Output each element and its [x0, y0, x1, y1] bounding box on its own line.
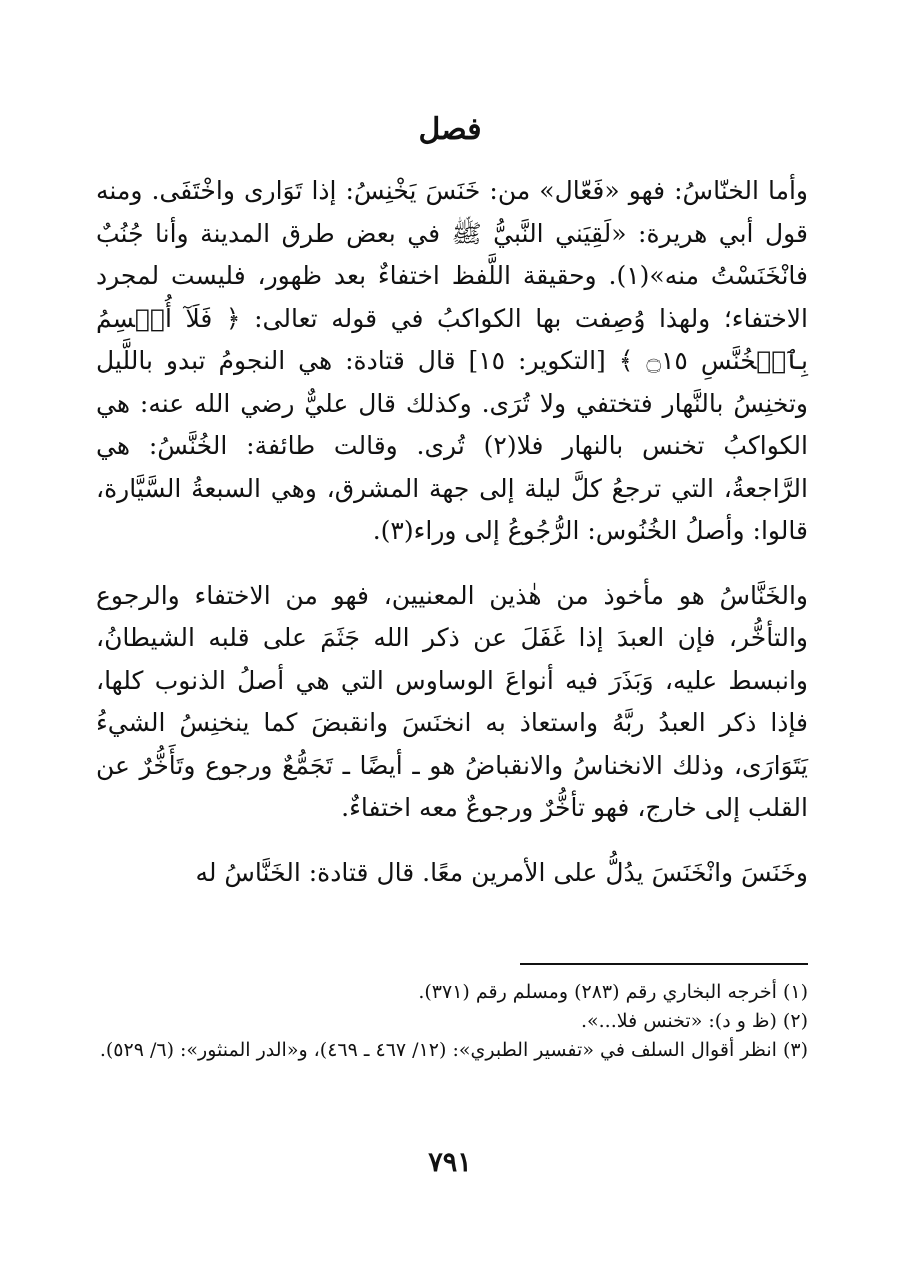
footnote-separator — [520, 963, 808, 965]
paragraph-1: وأما الخنّاسُ: فهو «فَعّال» من: خَنَسَ يَخْنِسُ: إذا تَوَارى واخْتَفَى. ومنه قول أبي هريرة: «لَقِيَني النَّبيُّ ﷺ في بعض طرق المدينة وأنا جُنُبٌ فانْخَنَسْتُ منه»(١). وحقيقة اللَّفظ اختفاءٌ بعد ظهور، فليست لمجرد الاختفاء؛ ولهذا وُصِفت بها الكواكبُ في قوله تعالى: ﴿ فَلَآ أُقۡسِمُ بِٱلۡخُنَّسِ ۝١٥ ﴾ [التكوير: ١٥] قال قتادة: هي النجومُ تبدو باللَّيل وتخنِسُ بالنَّهار فتختفي ولا تُرَى. وكذلك قال عليٌّ رضي الله عنه: هي الكواكبُ تخنس بالنهار فلا(٢) تُرى. وقالت طائفة: الخُنَّسُ: هي الرَّاجعةُ، التي ترجعُ كلَّ ليلة إلى جهة المشرق، وهي السبعةُ السَّيَّارة، قالوا: وأصلُ الخُنُوس: الرُّجُوعُ إلى وراء(٣). — [96, 176, 808, 545]
main-text — [96, 170, 808, 894]
paragraph-2: والخَنَّاسُ هو مأخوذ من هٰذين المعنيين، فهو من الاختفاء والرجوع والتأخُّر، فإن العبدَ إذا غَفَلَ عن ذكر الله جَثَمَ على قلبه الشيطانُ، وانبسط عليه، وَبَذَرَ فيه أنواعَ الوساوس التي هي أصلُ الذنوب كلها، فإذا ذكر العبدُ ربَّهُ واستعاذ به انخنَسَ وانقبضَ كما ينخنِسُ الشيءُ يَتَوَارَى، وذلك الانخناسُ والانقباضُ هو ـ أيضًا ـ تَجَمُّعٌ ورجوع وتَأَخُّرٌ عن القلب إلى خارج، فهو تأخُّرٌ ورجوعٌ معه اختفاءٌ. — [96, 580, 808, 822]
paragraph-3: وخَنَسَ وانْخَنَسَ يدُلُّ على الأمرين معًا. قال قتادة: الخَنَّاسُ له — [195, 857, 808, 887]
footnote-3: (٣) انظر أقوال السلف في «تفسير الطبري»: (١٢/ ٤٦٧ ـ ٤٦٩)، و«الدر المنثور»: (٦/ ٥٢٩). — [99, 1039, 808, 1061]
page-number: ٧٩١ — [428, 1147, 472, 1178]
footnote-1: (١) أخرجه البخاري رقم (٢٨٣) ومسلم رقم (٣٧١). — [418, 981, 808, 1003]
section-heading: فصل — [418, 112, 482, 147]
footnotes — [96, 978, 808, 1065]
footnote-2: (٢) (ظ و د): «تخنس فلا...». — [580, 1010, 808, 1032]
